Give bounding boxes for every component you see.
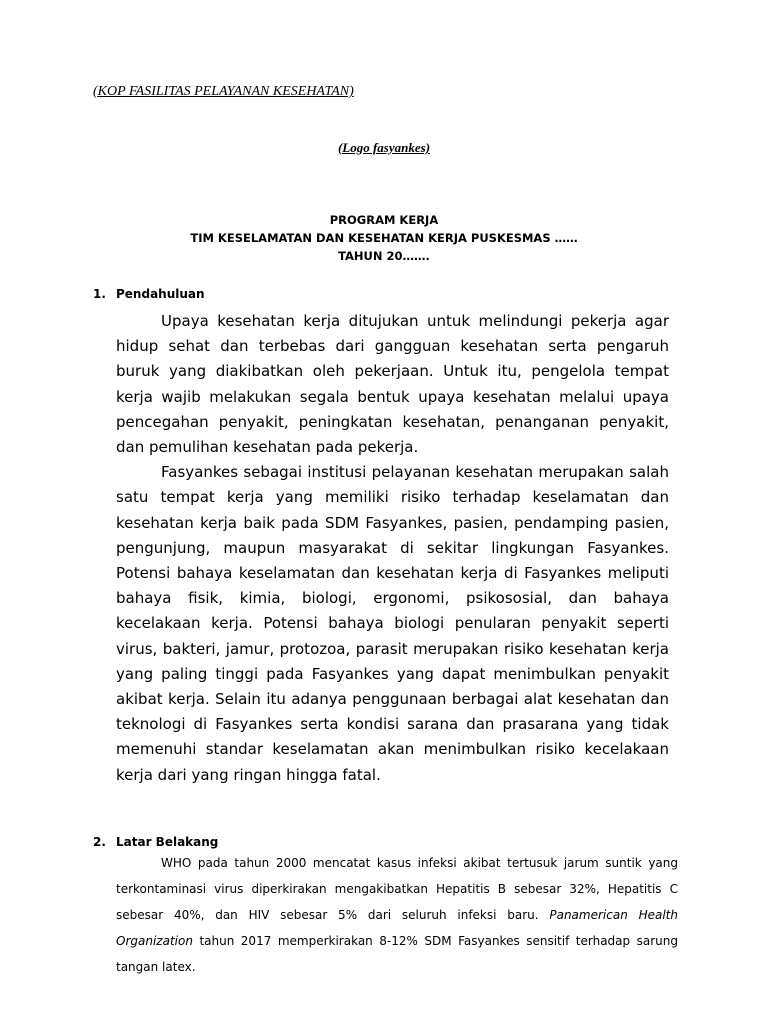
paragraph: Fasyankes sebagai institusi pelayanan kesehatan merupakan salah satu tempat kerja yang memiliki risiko terhadap keselamatan dan kesehatan kerja baik pada SDM Fasyankes, pasien, pendamping pasien, pengunjung, maupun masyarakat di sekitar lingkungan Fasyankes. Potensi bahaya keselamatan dan kesehatan kerja di Fasyankes meliputi bahaya fisik, kimia, biologi, ergonomi, psikososial, dan bahaya kecelakaan kerja. Potensi bahaya biologi penularan penyakit seperti virus, bakteri, jamur, protozoa, parasit merupakan risiko kesehatan kerja yang paling tinggi pada Fasyankes yang dapat menimbulkan penyakit akibat kerja. Selain itu adanya penggunaan berbagai alat kesehatan dan teknologi di Fasyankes serta kondisi sarana dan prasarana yang tidak memenuhi standar keselamatan akan menimbulkan risiko kecelakaan kerja dari yang ringan hingga fatal. [116, 463, 669, 784]
paragraph-text: tahun 2017 memperkirakan 8-12% SDM Fasyankes sensitif terhadap sarung tangan latex. [116, 934, 678, 974]
section-body-latar-belakang [116, 850, 678, 980]
logo-placeholder: (Logo fasyankes) [337, 140, 431, 155]
document-title-block [0, 211, 768, 265]
organization-name: Panamerican Health Organization [116, 908, 678, 948]
paragraph: Upaya kesehatan kerja ditujukan untuk melindungi pekerja agar hidup sehat dan terbebas dari gangguan kesehatan serta pengaruh buruk yang diakibatkan oleh pekerjaan. Untuk itu, pengelola tempat kerja wajib melakukan segala bentuk upaya kesehatan melalui upaya pencegahan penyakit, peningkatan kesehatan, penanganan penyakit, dan pemulihan kesehatan pada pekerja. [116, 312, 669, 457]
kop-header: (KOP FASILITAS PELAYANAN KESEHATAN) [93, 84, 354, 99]
section-title: Pendahuluan [116, 287, 205, 301]
section-title: Latar Belakang [116, 835, 219, 849]
title-line-team: TIM KESELAMATAN DAN KESEHATAN KERJA PUSKESMAS …… [190, 231, 578, 245]
paragraph-text: WHO pada tahun 2000 mencatat kasus infeksi akibat tertusuk jarum suntik yang terkontaminasi virus diperkirakan mengakibatkan Hepatitis B sebesar 32%, Hepatitis C sebesar 40%, dan HIV sebesar 5% dari seluruh infeksi baru. [116, 856, 678, 922]
section-body-pendahuluan [116, 309, 669, 788]
section-number: 2. [93, 835, 106, 849]
paragraph [116, 850, 678, 980]
section-number: 1. [93, 287, 106, 301]
title-line-year: TAHUN 20……. [338, 249, 430, 263]
title-line-program: PROGRAM KERJA [329, 213, 439, 227]
